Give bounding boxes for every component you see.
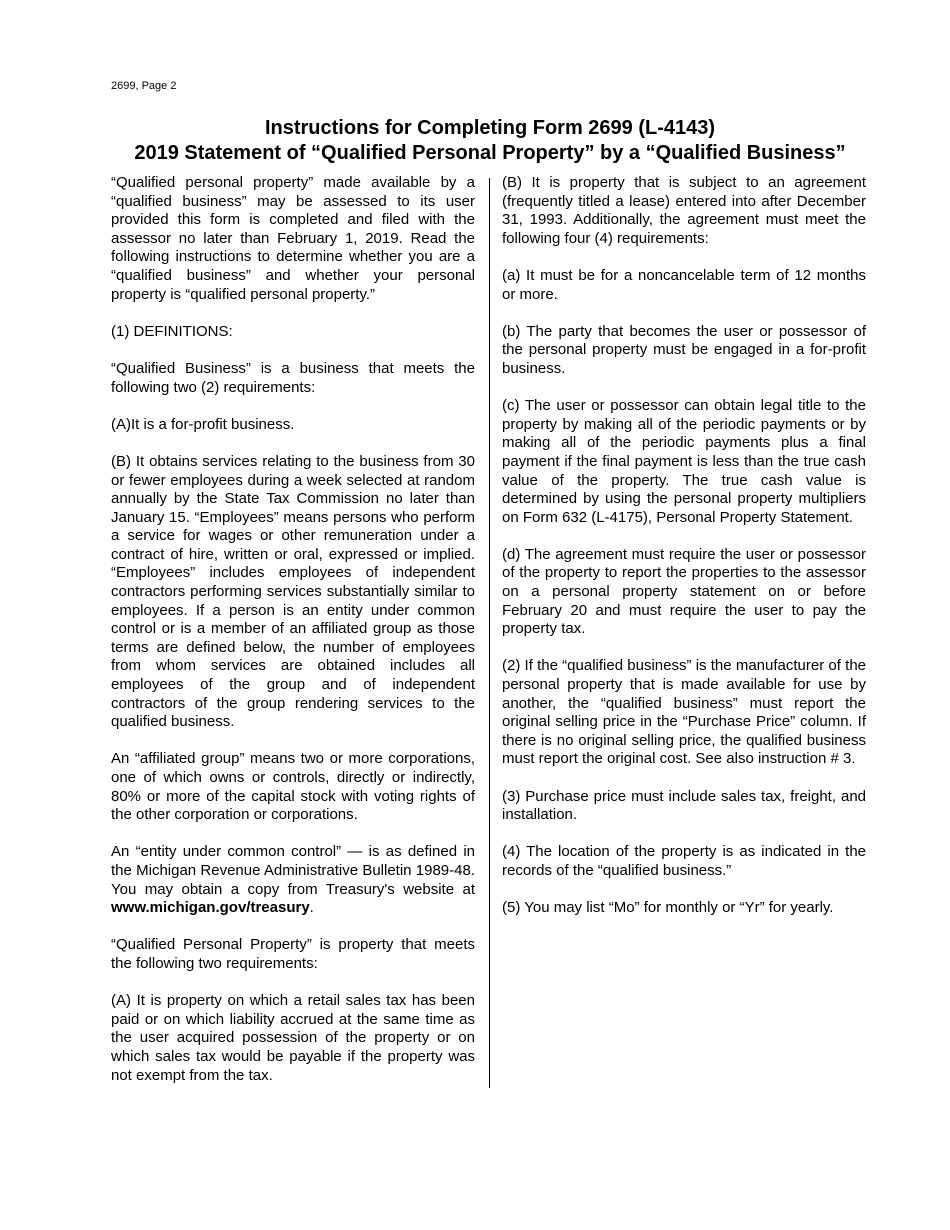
intro-paragraph: “Qualified personal property” made available by a “qualified business” may be assessed to its user provided this form is completed and filed with the assessor no later than February 1, 2019. Read the following instructions to determine whether you are a “qualified business” and whether your personal property is “qualified personal property.” — [111, 174, 475, 303]
qualified-business-definition: “Qualified Business” is a business that meets the following two (2) requirements: — [111, 359, 475, 396]
property-a-paragraph: (A) It is property on which a retail sales tax has been paid or on which liability accrued at the same time as the user acquired possession of the property or on which sales tax would be payable if the property was not exempt from the tax. — [111, 992, 475, 1084]
title-line-1: Instructions for Completing Form 2699 (L-4143) — [264, 117, 716, 139]
property-b-paragraph: (B) It is property that is subject to an agreement (frequently titled a lease) entered into after December 31, 1993. Additionally, the agreement must meet the following four (4) requirements: — [502, 174, 866, 247]
instruction-2-paragraph: (2) If the “qualified business” is the manufacturer of the personal property that is made available for use by another, the “qualified business” must report the original selling price in the “Purchase Price” column. If there is no original selling price, the qualified business must report the original cost. See also instruction # 3. — [502, 657, 866, 768]
requirement-d-report: (d) The agreement must require the user or possessor of the property to report the properties to the assessor on a personal property statement on or before February 20 and must require the user to pay the property tax. — [502, 545, 866, 638]
instruction-3-paragraph: (3) Purchase price must include sales tax, freight, and installation. — [502, 787, 866, 824]
qualified-property-definition: “Qualified Personal Property” is property that meets the following two requirements: — [111, 936, 475, 972]
document-title — [0, 116, 950, 166]
column-divider — [489, 178, 490, 1088]
common-control-paragraph — [111, 843, 475, 917]
affiliated-group-paragraph: An “affiliated group” means two or more corporations, one of which owns or controls, directly or indirectly, 80% or more of the capital stock with voting rights of the other corporation or corporations. — [111, 750, 475, 824]
left-column — [111, 174, 475, 1104]
instruction-4-paragraph: (4) The location of the property is as indicated in the records of the “qualified business.” — [502, 843, 866, 879]
requirement-b-user: (b) The party that becomes the user or possessor of the personal property must be engaged in a for-profit business. — [502, 322, 866, 377]
common-control-end: . — [309, 899, 314, 917]
page-number-label: 2699, Page 2 — [111, 80, 177, 92]
instruction-5-paragraph: (5) You may list “Mo” for monthly or “Yr” for yearly. — [502, 899, 834, 917]
common-control-text: An “entity under common control” — is as defined in the Michigan Revenue Administrative Bulletin 1989-48. You may obtain a copy from Treasury's website at — [111, 843, 475, 898]
requirement-a-paragraph: (A)It is a for-profit business. — [111, 415, 295, 433]
title-line-2: 2019 Statement of “Qualified Personal Property” by a “Qualified Business” — [134, 142, 846, 164]
requirement-b-paragraph: (B) It obtains services relating to the business from 30 or fewer employees during a week selected at random annually by the State Tax Commission no later than January 15. “Employees” means persons who perform a service for wages or other remuneration under a contract of hire, written or oral, expressed or implied. “Employees” includes employees of independent contractors performing services substantially similar to employees. If a person is an entity under common control or is a member of an affiliated group as those terms are defined below, the number of employees from whom services are obtained includes all employees of the group and of independent contractors of the group rendering services to the qualified business. — [111, 452, 475, 731]
requirement-c-title: (c) The user or possessor can obtain legal title to the property by making all of the periodic payments or by making all of the periodic payments plus a final payment if the final payment is less than the true cash value of the property. The true cash value is determined by using the personal property multipliers on Form 632 (L-4175), Personal Property Statement. — [502, 397, 866, 526]
definitions-heading: (1) DEFINITIONS: — [111, 322, 233, 340]
treasury-website-link[interactable]: www.michigan.gov/treasury — [111, 899, 310, 917]
requirement-a-term: (a) It must be for a noncancelable term of 12 months or more. — [502, 266, 866, 303]
right-column — [502, 174, 866, 936]
